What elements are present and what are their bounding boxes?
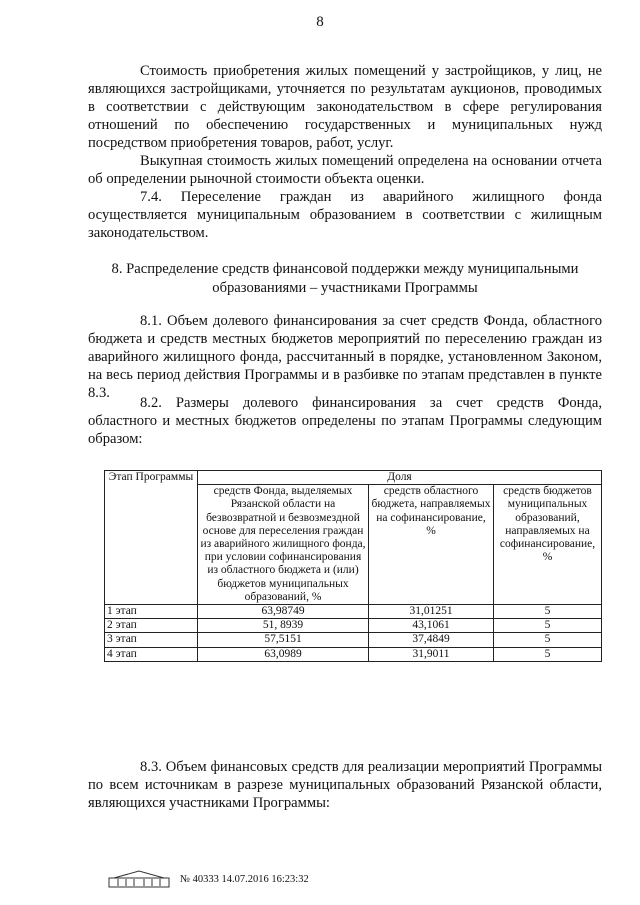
table-row (105, 647, 602, 661)
cell-fund: 63,0989 (198, 647, 369, 661)
header-stage: Этап Программы (105, 471, 198, 605)
paragraph-8-3: 8.3. Объем финансовых средств для реализации мероприятий Программы по всем источникам в разрезе муниципальных образований Рязанской области, являющихся участниками Программы: (88, 759, 602, 811)
header-share: Доля (198, 471, 602, 485)
page-number: 8 (316, 14, 324, 30)
paragraph-8-1: 8.1. Объем долевого финансирования за счет средств Фонда, областного бюджета и средств местных бюджетов мероприятий по переселению граждан из аварийного жилищного фонда, рассчитанный в порядке, установленном Законом, на весь период действия Программы и в разбивке по этапам представлен в пункте 8.3. (88, 313, 602, 401)
cell-stage: 4 этап (105, 647, 198, 661)
paragraph-cost: Стоимость приобретения жилых помещений у застройщиков, у лиц, не являющихся застройщиками, уточняется по результатам аукционов, проводимых в соответствии с действующим законодательством в сфере регулирования отношений по обеспечению государственных и муниципальных нужд посредством приобретения товаров, работ, услуг. (88, 63, 602, 151)
paragraph-7-4: 7.4. Переселение граждан из аварийного жилищного фонда осуществляется муниципальным образованием в соответствии с жилищным законодательством. (88, 189, 602, 241)
cell-regional: 31,9011 (369, 647, 494, 661)
cell-stage: 1 этап (105, 605, 198, 619)
paragraph-8-2: 8.2. Размеры долевого финансирования за счет средств Фонда, областного и местных бюджетов определены по этапам Программы следующим образом: (88, 395, 602, 447)
cell-municipal: 5 (494, 605, 602, 619)
cell-fund: 63,98749 (198, 605, 369, 619)
cell-fund: 57,5151 (198, 633, 369, 647)
header-municipal: средств бюджетов муниципальных образований, направляемых на софинансирование, % (494, 485, 602, 605)
cell-fund: 51, 8939 (198, 619, 369, 633)
cell-regional: 31,01251 (369, 605, 494, 619)
header-regional: средств областного бюджета, направляемых на софинансирование, % (369, 485, 494, 605)
table-row (105, 619, 602, 633)
registration-stamp: № 40333 14.07.2016 16:23:32 (180, 873, 309, 885)
cell-regional: 43,1061 (369, 619, 494, 633)
table-header-row (105, 471, 602, 485)
footer-stamp (108, 868, 309, 890)
cell-municipal: 5 (494, 647, 602, 661)
cell-stage: 2 этап (105, 619, 198, 633)
table-row (105, 633, 602, 647)
header-fund: средств Фонда, выделяемых Рязанской области на безвозвратной и безвозмездной основе для переселения граждан из аварийного жилищного фонда, при условии софинансирования из областного бюджета и (или) бюджетов муниципальных образований, % (198, 485, 369, 605)
table-row (105, 605, 602, 619)
section-heading: 8. Распределение средств финансовой поддержки между муниципальными образованиями – участниками Программы (111, 261, 579, 296)
cell-municipal: 5 (494, 633, 602, 647)
cell-stage: 3 этап (105, 633, 198, 647)
paragraph-buyout: Выкупная стоимость жилых помещений определена на основании отчета об определении рыночной стоимости объекта оценки. (88, 153, 602, 187)
financing-table (104, 470, 602, 662)
cell-regional: 37,4849 (369, 633, 494, 647)
cell-municipal: 5 (494, 619, 602, 633)
registry-logo-icon (108, 869, 170, 889)
